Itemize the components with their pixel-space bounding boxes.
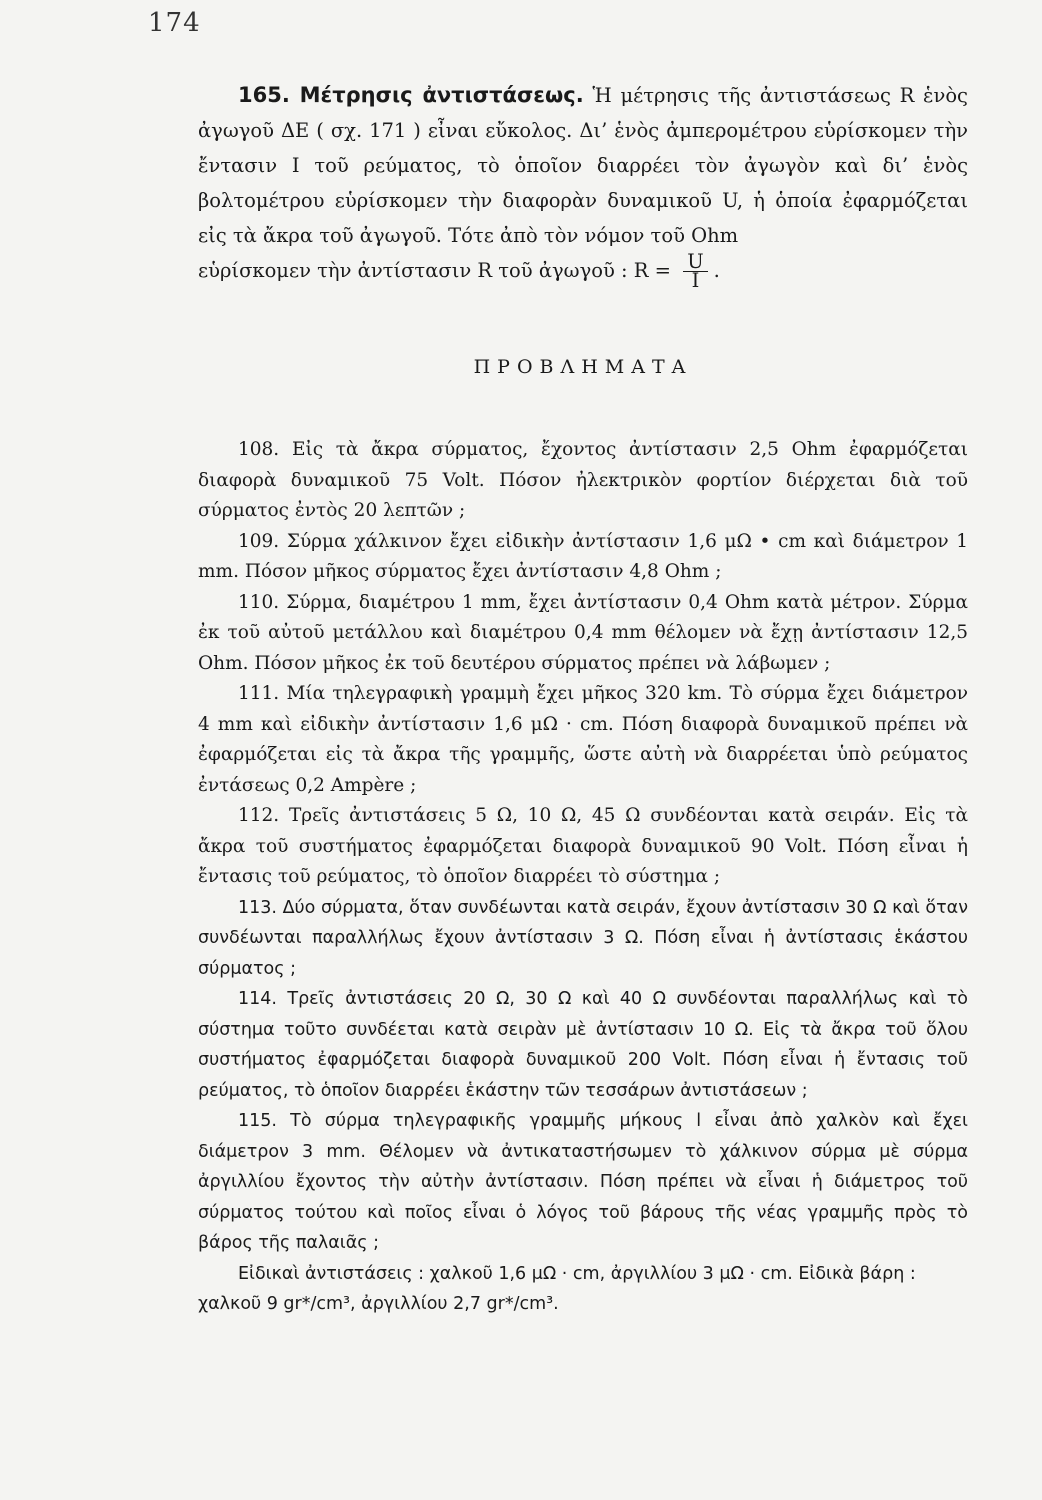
problem-112 bbox=[198, 801, 968, 893]
formula-text: εὑρίσκομεν τὴν ἀντίστασιν R τοῦ ἀγωγοῦ : R = bbox=[198, 259, 672, 282]
page-number: 174 bbox=[148, 8, 201, 38]
problems-heading: ΠΡΟΒΛΗΜΑΤΑ bbox=[473, 356, 693, 378]
problem-number: 108. bbox=[238, 439, 280, 460]
problem-113 bbox=[198, 893, 968, 985]
specific-values-note: Εἰδικαὶ ἀντιστάσεις : χαλκοῦ 1,6 μΩ · cm, ἀργιλλίου 3 μΩ · cm. Εἰδικὰ βάρη : χαλκοῦ 9 gr*/cm³, ἀργιλλίου 2,7 gr*/cm³. bbox=[198, 1263, 916, 1314]
problem-number: 111. bbox=[238, 683, 280, 704]
page-content bbox=[198, 78, 968, 1320]
problem-number: 115. bbox=[238, 1111, 277, 1131]
problem-number: 110. bbox=[238, 591, 280, 613]
problem-number: 113. bbox=[238, 897, 277, 918]
problem-number: 112. bbox=[238, 805, 280, 826]
problem-109 bbox=[198, 527, 968, 588]
problem-text: Τὸ σύρμα τηλεγραφικῆς γραμμῆς μήκους l εἶναι ἀπὸ χαλκὸν καὶ ἔχει διάμετρον 3 mm. Θέλομεν νὰ ἀντικαταστήσωμεν τὸ χάλκινον σύρμα μὲ σύρμα ἀργιλλίου ἔχοντος τὴν αὐτὴν ἀντίστασιν. Πόση πρέπει νὰ εἶναι ἡ διάμετρος τοῦ σύρματος τούτου καὶ ποῖος εἶναι ὁ λόγος τοῦ βάρους τῆς νέας γραμμῆς πρὸς τὸ βάρος τῆς παλαιᾶς ; bbox=[198, 1111, 968, 1253]
problem-111 bbox=[198, 679, 968, 801]
problem-110 bbox=[198, 588, 968, 680]
formula-line bbox=[198, 250, 968, 292]
section-paragraph bbox=[198, 78, 968, 253]
ohm-law-fraction bbox=[683, 250, 707, 292]
problem-115 bbox=[198, 1106, 968, 1259]
problem-text: Εἰς τὰ ἄκρα σύρματος, ἔχοντος ἀντίστασιν 2,5 Ohm ἐφαρμόζεται διαφορὰ δυναμικοῦ 75 Volt. Πόσον ἠλεκτρικὸν φορτίον διέρχεται διὰ τοῦ σύρματος ἐντὸς 20 λεπτῶν ; bbox=[198, 439, 968, 521]
section-heading: 165. Μέτρησις ἀντιστάσεως. bbox=[238, 83, 584, 107]
problem-text: Μία τηλεγραφικὴ γραμμὴ ἔχει μῆκος 320 km. Τὸ σύρμα ἔχει διάμετρον 4 mm καὶ εἰδικὴν ἀντίστασιν 1,6 μΩ · cm. Πόση διαφορὰ δυναμικοῦ πρέπει νὰ ἐφαρμόζεται εἰς τὰ ἄκρα τῆς γραμμῆς, ὥστε αὐτὴ νὰ διαρρέεται ὑπὸ ρεύματος ἐντάσεως 0,2 Ampère ; bbox=[198, 683, 968, 796]
problem-text: Σύρμα, διαμέτρου 1 mm, ἔχει ἀντίστασιν 0,4 Ohm κατὰ μέτρον. Σύρμα ἐκ τοῦ αὐτοῦ μετάλλου καὶ διαμέτρου 0,4 mm θέλομεν νὰ ἔχῃ ἀντίστασιν 12,5 Ohm. Πόσον μῆκος ἐκ τοῦ δευτέρου σύρματος πρέπει νὰ λάβωμεν ; bbox=[198, 591, 968, 674]
problem-number: 114. bbox=[238, 989, 277, 1009]
problem-text: Τρεῖς ἀντιστάσεις 20 Ω, 30 Ω καὶ 40 Ω συνδέονται παραλλήλως καὶ τὸ σύστημα τοῦτο συνδέεται κατὰ σειρὰν μὲ ἀντίστασιν 10 Ω. Εἰς τὰ ἄκρα τοῦ ὅλου συστήματος ἐφαρμόζεται διαφορὰ δυναμικοῦ 200 Volt. Πόση εἶναι ἡ ἔντασις τοῦ ρεύματος, τὸ ὁποῖον διαρρέει ἑκάστην τῶν τεσσάρων ἀντιστάσεων ; bbox=[198, 989, 968, 1101]
fraction-denominator: I bbox=[691, 269, 700, 292]
problem-number: 109. bbox=[238, 530, 280, 552]
problems-list bbox=[198, 435, 968, 1320]
problem-text: Σύρμα χάλκινον ἔχει εἰδικὴν ἀντίστασιν 1,6 μΩ • cm καὶ διάμετρον 1 mm. Πόσον μῆκος σύρματος ἔχει ἀντίστασιν 4,8 Ohm ; bbox=[198, 530, 968, 582]
section-text: Ἡ μέτρησις τῆς ἀντιστάσεως R ἑνὸς ἀγωγοῦ ΔΕ ( σχ. 171 ) εἶναι εὔκολος. Δι’ ἑνὸς ἀμπερομέτρου εὑρίσκομεν τὴν ἔντασιν I τοῦ ρεύματος, τὸ ὁποῖον διαρρέει τὸν ἀγωγὸν καὶ δι’ ἑνὸς βολτομέτρου εὑρίσκομεν τὴν διαφορὰν δυναμικοῦ U, ἡ ὁποία ἐφαρμόζεται εἰς τὰ ἄκρα τοῦ ἀγωγοῦ. Τότε ἀπὸ τὸν νόμον τοῦ Ohm bbox=[198, 84, 968, 247]
problem-114 bbox=[198, 984, 968, 1106]
formula-end: . bbox=[713, 259, 720, 282]
problem-108 bbox=[198, 435, 968, 527]
section-165 bbox=[198, 78, 968, 290]
problem-text: Δύο σύρματα, ὅταν συνδέωνται κατὰ σειράν, ἔχουν ἀντίστασιν 30 Ω καὶ ὅταν συνδέωνται παραλλήλως ἔχουν ἀντίστασιν 3 Ω. Πόση εἶναι ἡ ἀντίστασις ἑκάστου σύρματος ; bbox=[198, 897, 968, 979]
problem-text: Τρεῖς ἀντιστάσεις 5 Ω, 10 Ω, 45 Ω συνδέονται κατὰ σειράν. Εἰς τὰ ἄκρα τοῦ συστήματος ἐφαρμόζεται διαφορὰ δυναμικοῦ 90 Volt. Πόση εἶναι ἡ ἔντασις τοῦ ρεύματος, τὸ ὁποῖον διαρρέει τὸ σύστημα ; bbox=[198, 805, 968, 887]
fraction-numerator: U bbox=[683, 253, 707, 272]
